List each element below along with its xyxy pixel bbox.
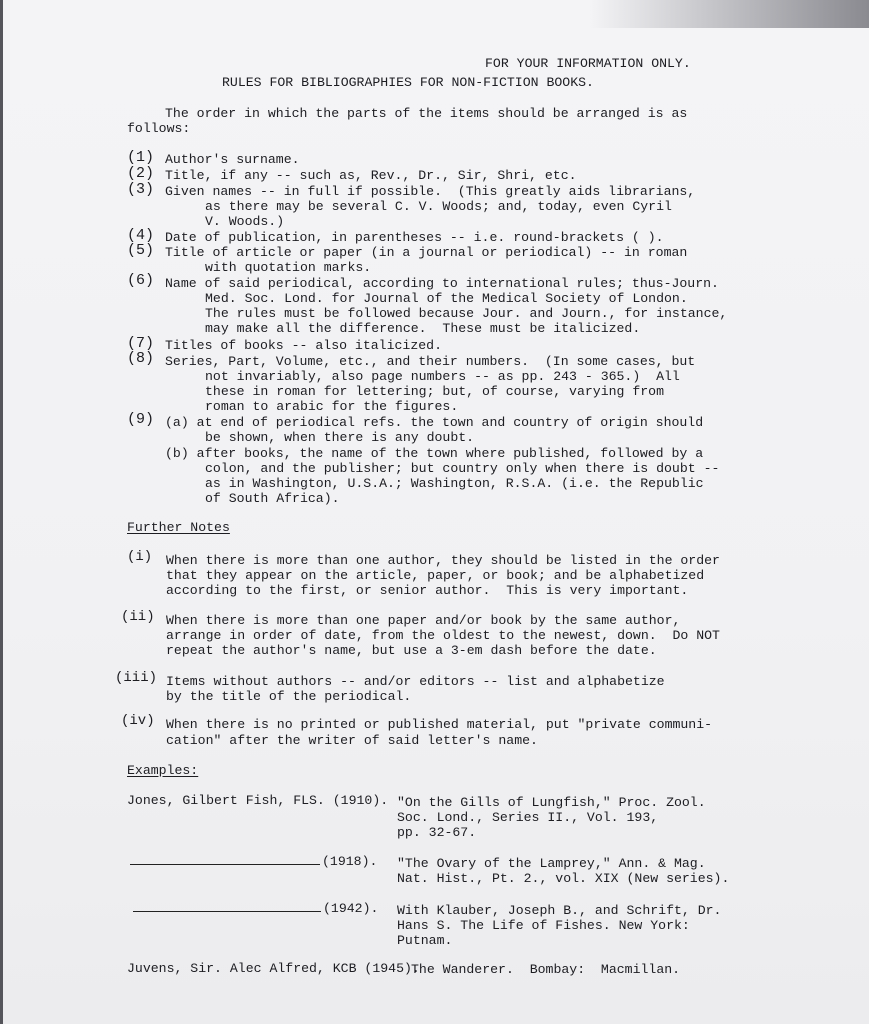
- rule-text: be shown, when there is any doubt.: [205, 430, 475, 445]
- rule-text: The rules must be followed because Jour. and Journ., for instance,: [205, 306, 728, 321]
- rule-text: colon, and the publisher; but country only when there is doubt --: [205, 461, 720, 476]
- rule-number: (2): [127, 165, 155, 182]
- rule-text: Med. Soc. Lond. for Journal of the Medical Society of London.: [205, 291, 688, 306]
- rule-number: (7): [127, 335, 155, 352]
- rule-text: Date of publication, in parentheses -- i.e. round-brackets ( ).: [165, 230, 664, 245]
- rule-number: (6): [127, 272, 155, 289]
- rule-text: Title, if any -- such as, Rev., Dr., Sir, Shri, etc.: [165, 168, 577, 183]
- note-number: (iv): [121, 713, 155, 729]
- rule-text: roman to arabic for the figures.: [205, 399, 459, 414]
- scan-shadow: [590, 0, 869, 28]
- rule-number: (4): [127, 227, 155, 244]
- rule-number: (8): [127, 350, 155, 367]
- rule-text: of South Africa).: [205, 491, 340, 506]
- example-citation: Putnam.: [397, 933, 453, 948]
- note-text: When there is no printed or published material, put "private communi-: [166, 717, 713, 732]
- rule-text: (a) at end of periodical refs. the town and country of origin should: [165, 415, 704, 430]
- example-citation: Soc. Lond., Series II., Vol. 193,: [397, 810, 659, 825]
- note-text: cation" after the writer of said letter's name.: [166, 733, 538, 748]
- example-citation: Hans S. The Life of Fishes. New York:: [397, 918, 690, 933]
- example-author: (1918).: [130, 854, 377, 869]
- note-number: (ii): [121, 609, 155, 625]
- example-citation: "The Ovary of the Lamprey," Ann. & Mag.: [397, 856, 706, 871]
- document-title: RULES FOR BIBLIOGRAPHIES FOR NON-FICTION BOOKS.: [222, 75, 594, 90]
- note-text: according to the first, or senior author. This is very important.: [166, 583, 689, 598]
- rule-number: (5): [127, 242, 155, 259]
- em-dash-rule: [133, 901, 321, 912]
- rule-text: Series, Part, Volume, etc., and their numbers. (In some cases, but: [165, 354, 696, 369]
- note-text: by the title of the periodical.: [166, 689, 412, 704]
- rule-text: may make all the difference. These must be italicized.: [205, 321, 641, 336]
- note-number: (iii): [115, 670, 158, 686]
- info-notice: FOR YOUR INFORMATION ONLY.: [485, 56, 691, 71]
- rule-text: Author's surname.: [165, 152, 300, 167]
- examples-heading: Examples:: [127, 763, 199, 778]
- rule-text: Name of said periodical, according to international rules; thus-Journ.: [165, 276, 719, 291]
- em-dash-rule: [130, 854, 320, 865]
- rule-text: V. Woods.): [205, 214, 285, 229]
- example-citation: "On the Gills of Lungfish," Proc. Zool.: [397, 795, 706, 810]
- note-text: repeat the author's name, but use a 3-em dash before the date.: [166, 643, 657, 658]
- note-text: arrange in order of date, from the oldest to the newest, down. Do NOT: [166, 628, 720, 643]
- rule-text: (b) after books, the name of the town where published, followed by a: [165, 446, 704, 461]
- rule-number: (1): [127, 149, 155, 166]
- rule-text: Given names -- in full if possible. (This greatly aids librarians,: [165, 184, 696, 199]
- example-author: Juvens, Sir. Alec Alfred, KCB (1945).: [127, 961, 420, 976]
- rule-text: with quotation marks.: [205, 260, 372, 275]
- note-text: that they appear on the article, paper, or book; and be alphabetized: [166, 568, 705, 583]
- example-citation: With Klauber, Joseph B., and Schrift, Dr.: [397, 903, 722, 918]
- rule-text: Title of article or paper (in a journal or periodical) -- in roman: [165, 245, 688, 260]
- rule-text: as in Washington, U.S.A.; Washington, R.S.A. (i.e. the Republic: [205, 476, 704, 491]
- example-author: Jones, Gilbert Fish, FLS. (1910).: [127, 793, 389, 808]
- rule-text: as there may be several C. V. Woods; and, today, even Cyril: [205, 199, 672, 214]
- intro-line-2: follows:: [127, 121, 191, 136]
- rule-text: these in roman for lettering; but, of course, varying from: [205, 384, 664, 399]
- note-number: (i): [127, 549, 153, 565]
- further-notes-heading: Further Notes: [127, 520, 230, 535]
- rule-number: (9): [127, 411, 155, 428]
- rule-number: (3): [127, 181, 155, 198]
- example-citation: pp. 32-67.: [397, 825, 477, 840]
- note-text: When there is more than one author, they should be listed in the order: [166, 553, 720, 568]
- rule-text: Titles of books -- also italicized.: [165, 338, 442, 353]
- example-author: (1942).: [133, 901, 378, 916]
- example-citation: The Wanderer. Bombay: Macmillan.: [411, 962, 681, 977]
- intro-line-1: The order in which the parts of the items should be arranged is as: [165, 106, 688, 121]
- note-text: Items without authors -- and/or editors -- list and alphabetize: [166, 674, 665, 689]
- note-text: When there is more than one paper and/or book by the same author,: [166, 613, 681, 628]
- example-citation: Nat. Hist., Pt. 2., vol. XIX (New series).: [397, 871, 730, 886]
- scan-edge: [0, 0, 3, 1024]
- rule-text: not invariably, also page numbers -- as pp. 243 - 365.) All: [205, 369, 680, 384]
